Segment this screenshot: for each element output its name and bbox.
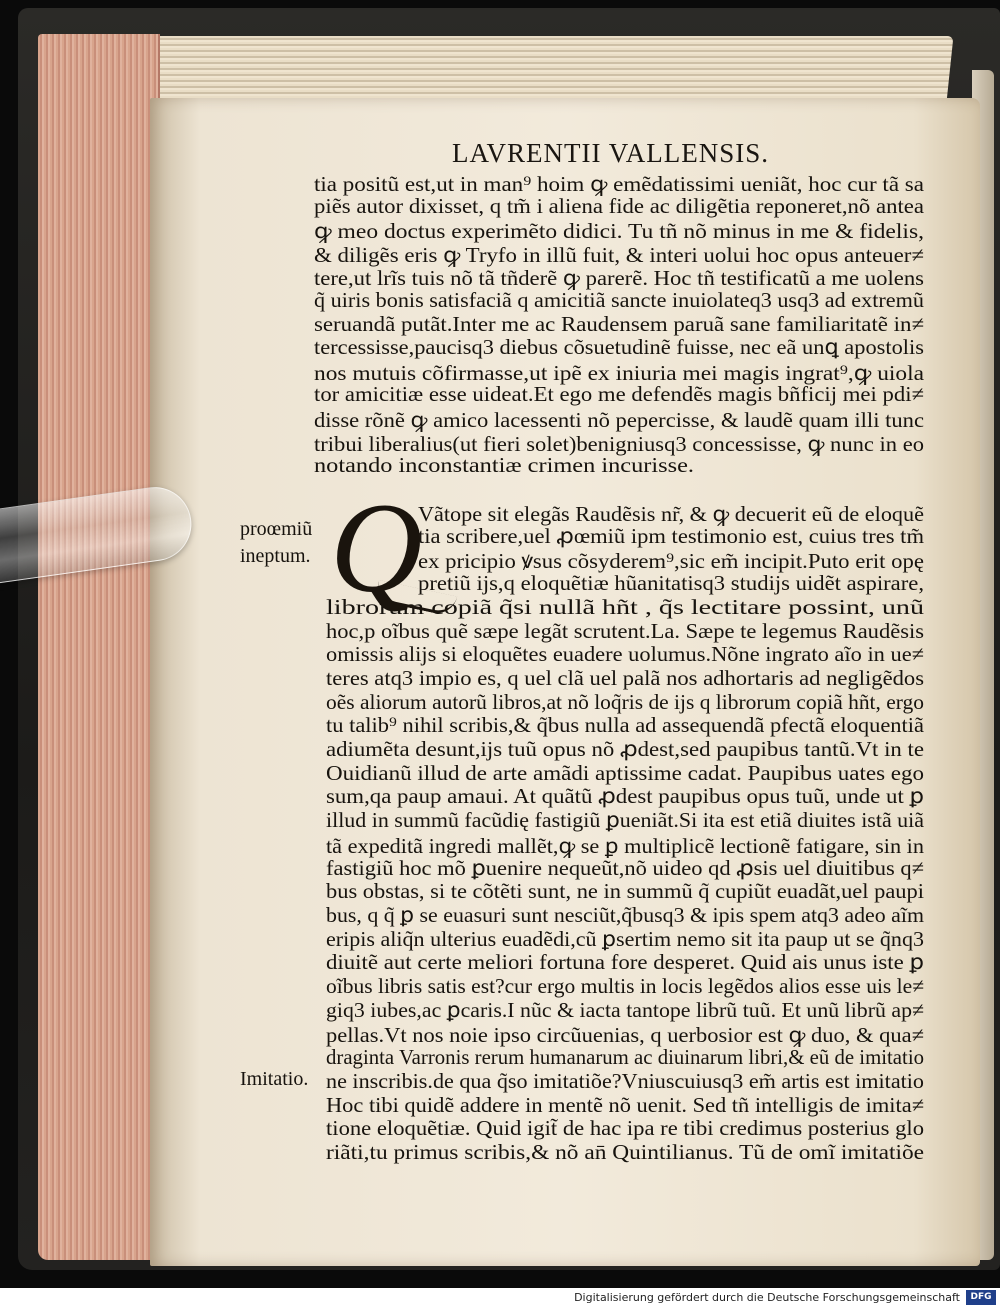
text-line: tu talib⁹ nihil scribis,& q̃bus nulla ad assequendã pfectã eloquentiã (326, 713, 924, 738)
margin-note-imitatio: Imitatio. (240, 1068, 309, 1090)
text-line: tercessisse,paucisq3 diebus cõsuetudinẽ fuisse, nec eã unꝗ apostolis (314, 335, 924, 360)
text-line: pretiũ ijs,q eloquẽtiæ hũanitatisq3 studijs uidẽt aspirare, (418, 571, 924, 596)
running-title: LAVRENTII VALLENSIS. (452, 138, 770, 168)
text-line: draginta Varronis rerum humanarum ac diuinarum libri,& eũ de imitatio (326, 1045, 924, 1070)
text-line: fastigiũ hoc mõ ꝑuenire nequeũt,nõ uideo qd ꝓsis uel diuitibus q≠ (326, 855, 924, 880)
text-line: seruandã putãt.Inter me ac Raudensem paruã sane familiaritatẽ in≠ (314, 311, 924, 336)
page-fore-edges (38, 34, 160, 1260)
text-line: disse rõnẽ ꝙ amico lacessenti nõ pepercisse, & laudẽ quam illi tunc (314, 408, 924, 432)
text-line: riãti,tu primus scribis,& nõ an̄ Quintilianus. Tũ de omĩ imitatiõe (326, 1139, 924, 1164)
text-line: giq3 iubes,ac ꝑcaris.I nũc & iacta tantope librũ tuũ. Et unũ librũ ap≠ (326, 997, 924, 1022)
text-line: eripis aliq̃n ulterius euadẽdi,cũ ꝑsertim nemo sit ita paup ut se q̃nq3 (326, 926, 924, 951)
text-line: illud in summũ facũdię fastigiũ ꝑueniãt.Si ita est etiã diuites istã uiã (326, 808, 924, 833)
text-line: nos mutuis cõfirmasse,ut ipẽ ex iniuria mei magis ingrat⁹,ꝙ uiola (314, 360, 924, 385)
dfg-logo: DFG (966, 1290, 996, 1305)
text-line: bus, q q̃ ꝑ se euasuri sunt nesciũt,q̃busq3 & ipis spem atq3 adeo aĩm (326, 902, 924, 927)
page-top-edges (57, 36, 954, 102)
text-line: piẽs autor dixisset, q tm̃ i aliena fide ac diligẽtia reponeret,nõ antea (314, 193, 924, 218)
text-line: ex pricipio ꝟsus cõsyderem⁹,sic em̃ incipit.Puto erit opę (418, 549, 924, 574)
text-line: diuitẽ aut certe meliori fortuna fore desperet. Quid ais unus iste ꝑ (326, 950, 924, 975)
text-line: Ouidianũ illud de arte amãdi aptissime cadat. Paupibus uates ego (326, 760, 924, 785)
text-line: Hoc tibi quidẽ addere in mentẽ nõ uenit. Sed tñ intelligis de imita≠ (326, 1092, 924, 1117)
text-line: tere,ut lrĩs tuis nõ tã tñderẽ ꝙ parerẽ. Hoc tñ testificatũ a me uolens (314, 266, 924, 291)
text-line: tia positũ est,ut in man⁹ hoim ꝙ emẽdatissimi ueniãt, hoc cur tã sa (314, 172, 924, 196)
margin-note-prooemium: proœmiũ ineptum. (240, 518, 313, 567)
text-line: tione eloquẽtiæ. Quid igit̃ de hac ipa re tibi credimus posterius glo (326, 1116, 924, 1141)
text-line: tor amicitiæ esse uideat.Et ego me defendẽs magis bñficij mei pdi≠ (314, 382, 924, 407)
text-line: sum,qa paup amaui. At quãtũ ꝓdest paupibus opus tuũ, unde ut ꝑ (326, 784, 924, 809)
text-line: pellas.Vt nos noie ipso circũuenias, q uerbosior est ꝙ duo, & qua≠ (326, 1023, 924, 1048)
text-line: librorum copiã q̃si nullã hñt , q̃s lectitare possint, unũ (326, 594, 924, 619)
footer-credit: Digitalisierung gefördert durch die Deutsche Forschungsgemeinschaft (574, 1291, 960, 1304)
text-line: omissis alijs si eloquẽtes euadere uolumus.Nõne ingrato aĩo in ue≠ (326, 642, 924, 667)
text-line: teres atq3 impio es, q uel clã uel palã nos adhortaris ad negligẽdos (326, 665, 924, 690)
text-line: ꝙ meo doctus experimẽto didici. Tu tñ nõ minus in me & fidelis, (314, 219, 924, 244)
text-line: tã expeditã ingredi mallẽt,ꝙ se ꝑ multiplicẽ lectionẽ fatigare, sin in (326, 833, 924, 858)
text-line: tia scribere,uel ꝓœmiũ ipm testimonio est, cuius tres tm̃ (418, 523, 924, 548)
text-line: hoc,p oĩbus quẽ sæpe legãt scrutent.La. Sæpe te legemus Raudẽsis (326, 618, 924, 643)
text-line: & diligẽs eris ꝙ Tryfo in illũ fuit, & interi uolui hoc opus anteuer≠ (314, 242, 924, 267)
text-line: oĩbus libris satis est?cur ergo multis in locis legẽdos alios esse uis le≠ (326, 974, 924, 998)
text-line: bus obstas, si te cõtẽti sunt, ne in summũ q̃ cupiũt euadãt,uel paupi (326, 879, 924, 904)
decorated-initial: Q (330, 477, 423, 619)
text-line: tribui liberalius(ut fieri solet)benigniusq3 concessisse, ꝙ nunc in eo (314, 431, 924, 456)
text-line: q̃ uiris bonis satisfaciã q amicitiã sancte inuiolateq3 usq3 ad extremũ (314, 288, 924, 312)
text-line: ne inscribis.de qua q̃so imitatiõe?Vniuscuiusq3 em̃ artis est imitatio (326, 1068, 924, 1093)
text-line: Vãtope sit elegãs Raudẽsis nr̃, & ꝙ decuerit eũ de eloquẽ (418, 502, 924, 526)
text-line: oẽs aliorum autorũ libros,at nõ loq̃ris de ijs q librorum copiã hñt, ergo (326, 689, 924, 714)
text-line: adiumẽta desunt,ijs tuũ opus nõ ꝓdest,sed paupibus tantũ.Vt in te (326, 737, 924, 761)
text-line: notando inconstantiæ crimen incurisse. (314, 453, 694, 478)
